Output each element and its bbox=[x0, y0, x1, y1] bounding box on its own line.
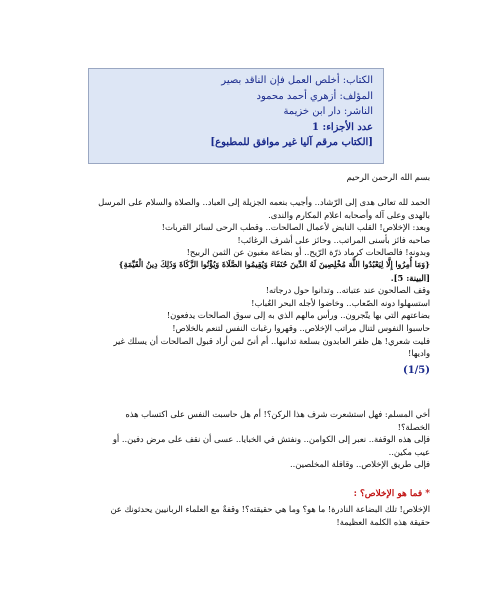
section-heading: * فما هو الإخلاص؟ : bbox=[353, 489, 430, 499]
paragraph-line: صاحبه فائز بأسنى المراتب.. وحائز على أشرف الرغائب! bbox=[237, 234, 430, 245]
paragraph-line: الحمد لله تعالى هدى إلى الرّشاد.. وأجيب بنعمه الجزيلة إلى العباد.. والصلاة والسلام على المرسل bbox=[98, 197, 430, 207]
book-info-box bbox=[88, 68, 384, 164]
reflection-section bbox=[56, 408, 430, 471]
paragraph-line: وقف الصالحون عند عتباته.. وتدانوا حول درجاته! bbox=[265, 285, 430, 296]
section-heading-block bbox=[56, 488, 430, 501]
publisher-line: الناشر: دار ابن خزيمة bbox=[283, 106, 373, 117]
basmala-block bbox=[56, 171, 430, 184]
paragraph-line: فإلى هذه الوقفة.. نعبر إلى الكوامن.. ونفتش في الخبايا.. عسى أن نقف على مرض دفين.. أو bbox=[112, 434, 430, 445]
paragraph-line: الإخلاص! تلك البضاعة النادرة! ما هو؟ وما هي حقيقته؟! وقفةٌ مع العلماء الربانيين يحدثونك عن bbox=[110, 504, 430, 514]
numbering-note-line: [الكتاب مرقم آليا غير موافق للمطبوع] bbox=[210, 137, 373, 148]
basmala: بسم الله الرحمن الرحيم bbox=[346, 172, 430, 182]
definition-section bbox=[56, 503, 430, 528]
paragraph-line: استسهلوا دونه الصّعاب.. وخاضوا لأجله البحر العُباب! bbox=[251, 297, 430, 308]
paragraph-line: أخي المسلم: فهل استشعرت شرف هذا الركن؟! أم هل حاسبت النفس على اكتساب هذه bbox=[125, 409, 430, 419]
paragraph-line: واديها! bbox=[407, 348, 430, 359]
paragraph-line: فإلى طريق الإخلاص.. وقافلة المخلصين.. bbox=[289, 459, 430, 470]
verse-reference: [البينة: 5]. bbox=[390, 272, 430, 283]
paragraph-line: الخصلة؟! bbox=[397, 421, 430, 432]
book-title-line: الكتاب: أخلص العمل فإن الناقد بصير bbox=[221, 75, 373, 86]
paragraph-line: وبعد: الإخلاص! القلب النابض لأعمال الصالحات.. وقطب الرحى لسائر القربات! bbox=[161, 222, 430, 233]
introduction-section bbox=[56, 196, 430, 360]
page-number: (1/5) bbox=[402, 365, 430, 376]
paragraph-line: حقيقة هذه الكلمة العظيمة! bbox=[336, 516, 430, 527]
paragraph-line: بضاعتهم التي بها يتّجرون.. ورأس مالهم الذي به إلى سوق الصالحات يدفعون! bbox=[166, 310, 430, 321]
paragraph-line: بالهدى وعلى آله وأصحابه اعلام المكارم والندى. bbox=[268, 209, 430, 220]
paragraph-line: حاسبوا النفوس لتنال مراتب الإخلاص.. وقهروا رغبات النفس لتنعم بالخلاص! bbox=[172, 322, 430, 333]
author-line: المؤلف: أزهري أحمد محمود bbox=[256, 90, 373, 102]
paragraph-line: فليت شعري! هل ظفر العابدون بسلعة تدانيها.. أم أنىّ لمن أراد قبول الصالحات أن يسلك غير bbox=[113, 335, 430, 346]
parts-count-line: عدد الأجزاء: 1 bbox=[312, 121, 373, 133]
paragraph-line: وبدونه! فالصالحات كرماد ذرّة الرّيح.. أو بضاعة مغبون عن الثمن الربيح! bbox=[186, 247, 430, 258]
paragraph-line: عيب مكين.. bbox=[388, 446, 430, 457]
quran-verse: {وَمَا أُمِرُوا إِلَّا لِيَعْبُدُوا اللَّهَ مُخْلِصِينَ لَهُ الدِّينَ حُنَفَاءَ وَيُقِيمُوا الصَّلَاةَ وَيُؤْتُوا الزَّكَاةَ وَذَلِكَ دِينُ الْقَيِّمَةِ} bbox=[118, 259, 430, 269]
